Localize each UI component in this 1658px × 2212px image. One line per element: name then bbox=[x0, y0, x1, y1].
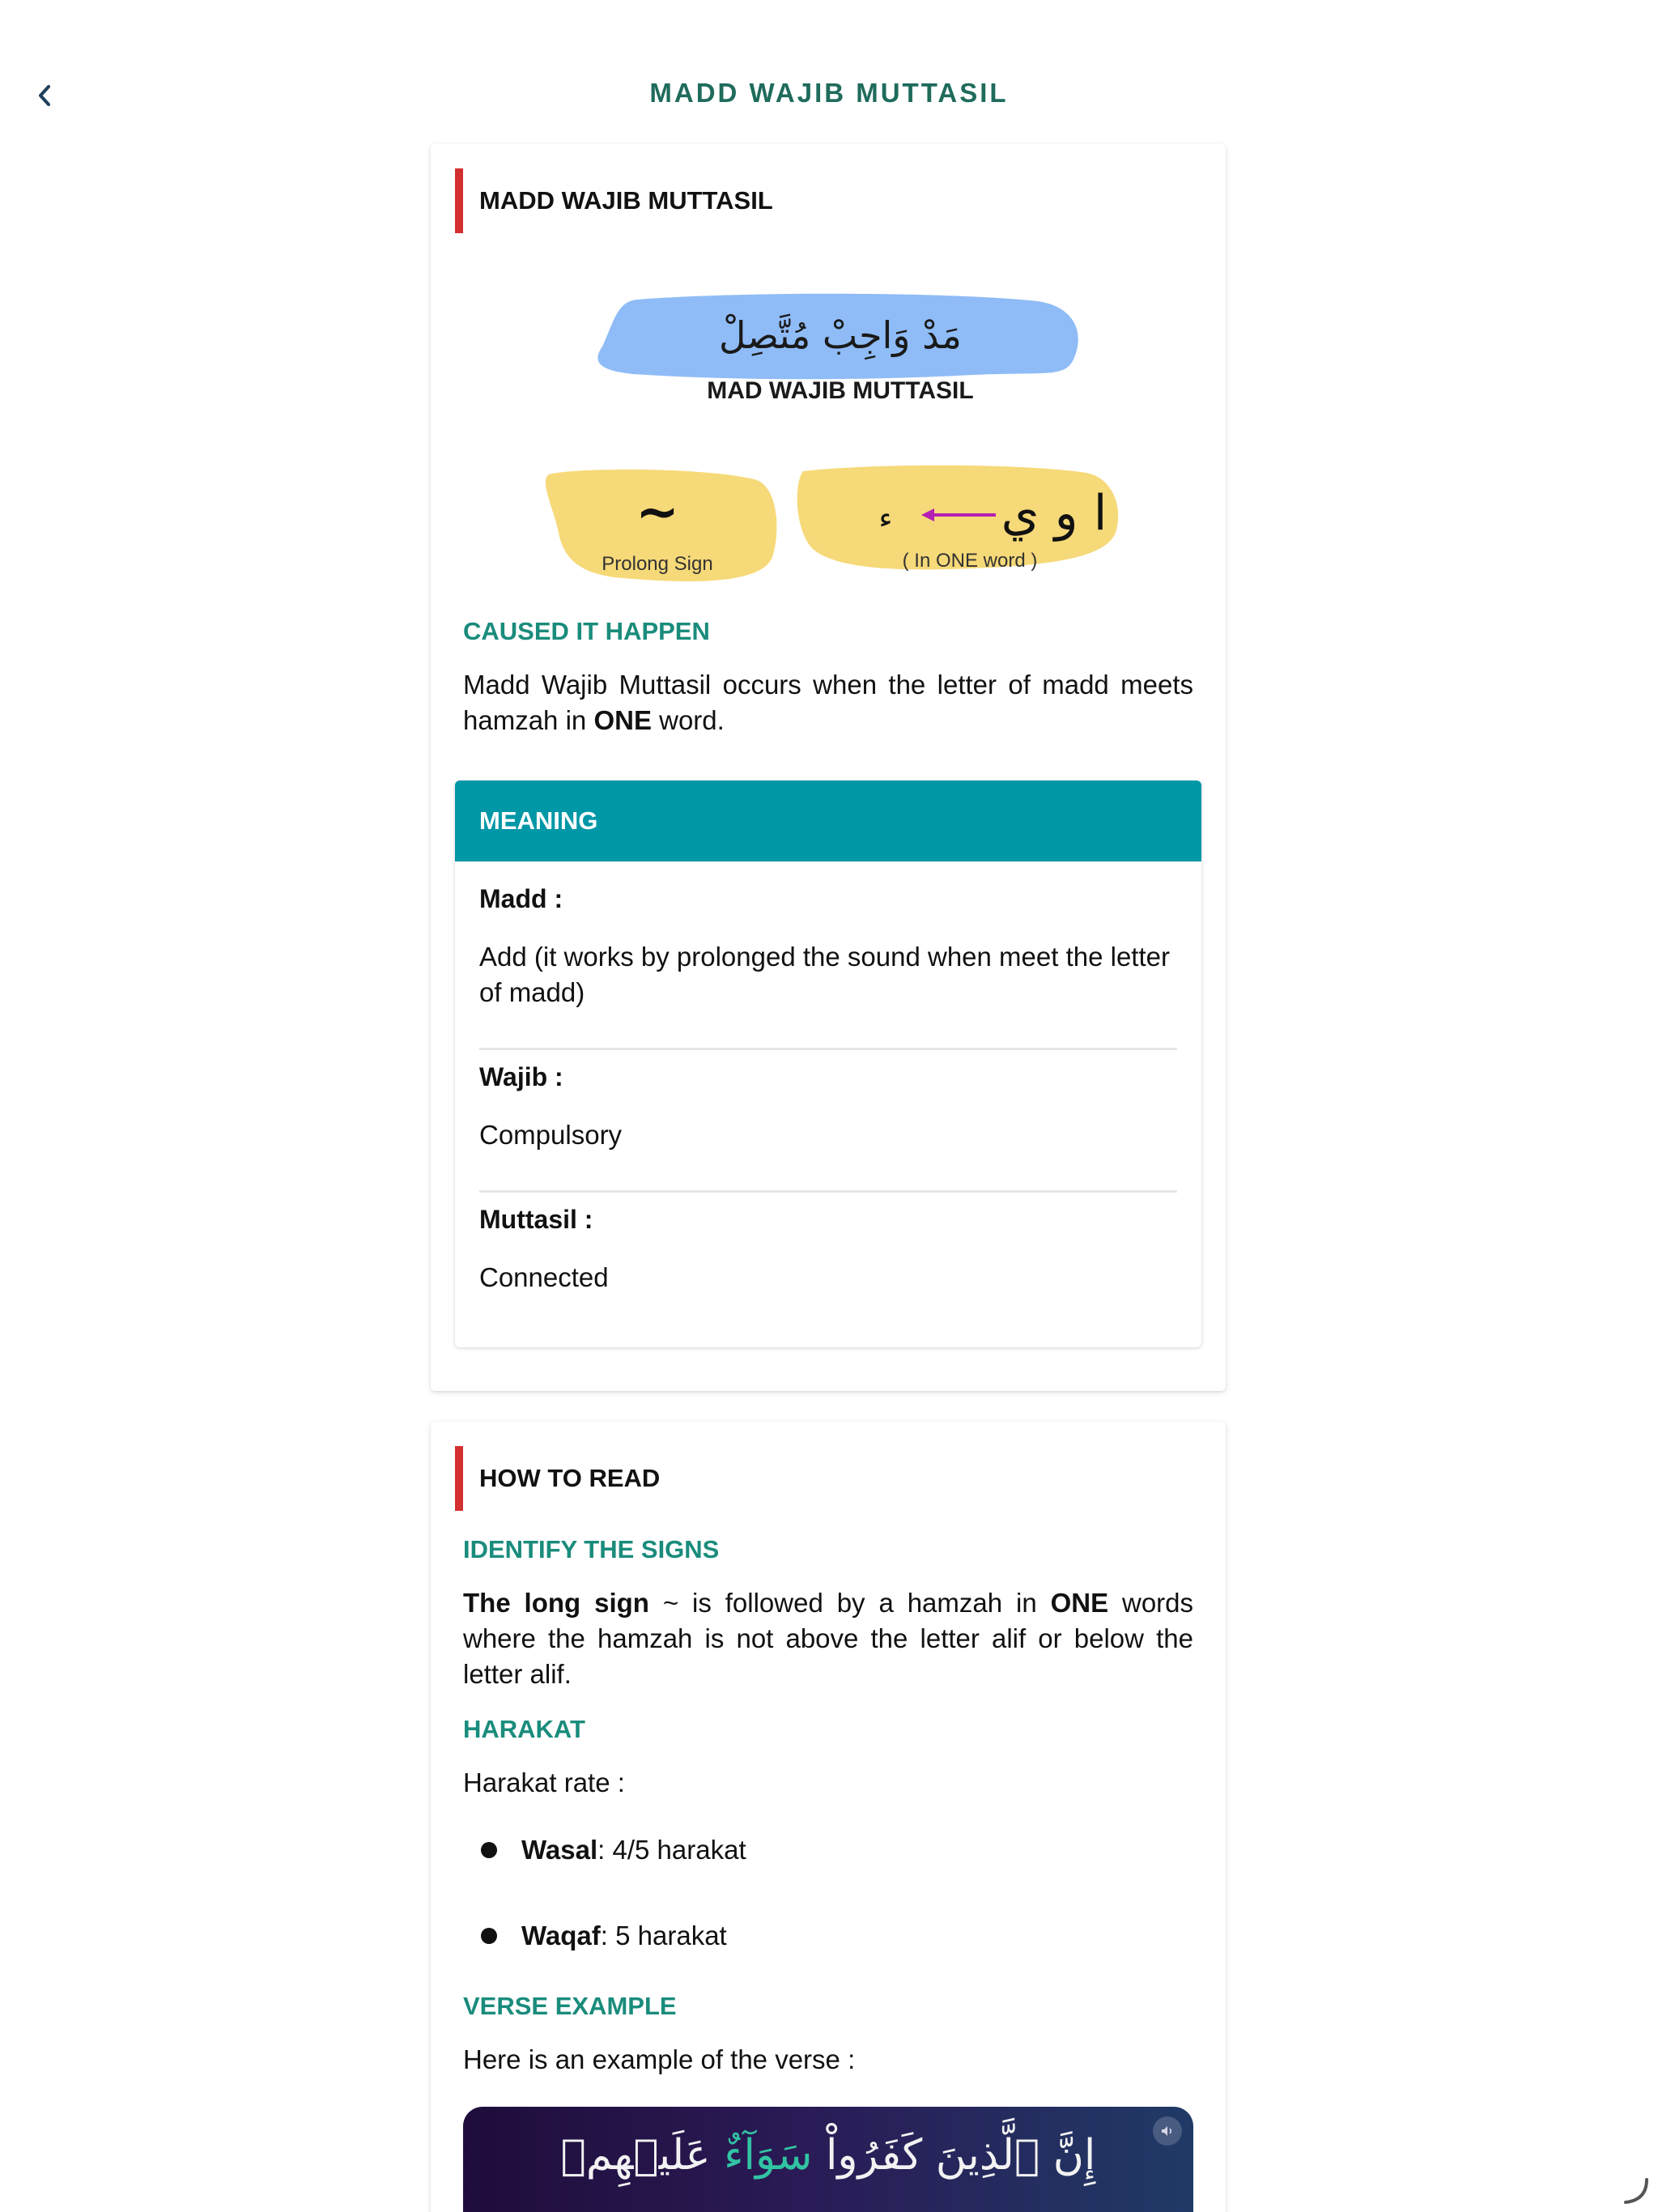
illustration-english-title: MAD WAJIB MUTTASIL bbox=[707, 377, 974, 404]
verse-heading: VERSE EXAMPLE bbox=[463, 1992, 677, 2020]
identify-bold-mid: ONE bbox=[1050, 1588, 1109, 1618]
verse-part: عَلَيۡهِمۡ bbox=[560, 2131, 725, 2180]
list-item bbox=[481, 1835, 746, 1865]
meaning-term: Muttasil : bbox=[479, 1205, 593, 1234]
verse-intro: Here is an example of the verse : bbox=[463, 2044, 856, 2074]
how-to-read-card bbox=[431, 1422, 1226, 2212]
speaker-icon bbox=[1159, 2123, 1175, 2139]
caused-heading: CAUSED IT HAPPEN bbox=[463, 617, 710, 645]
verse-part: إِنَّ ٱلَّذِينَ كَفَرُواْ bbox=[812, 2131, 1096, 2180]
harakat-label: Waqaf bbox=[521, 1921, 601, 1950]
madd-illustration bbox=[536, 290, 1119, 581]
divider bbox=[479, 1048, 1177, 1050]
identify-bold-lead: The long sign bbox=[463, 1588, 649, 1618]
illustration-arabic-title: مَدْ وَاجِبْ مُتَّصِلْ bbox=[719, 313, 962, 357]
divider bbox=[479, 1190, 1177, 1193]
meaning-definition: Compulsory bbox=[479, 1120, 623, 1150]
meaning-panel bbox=[455, 781, 1201, 1347]
harakat-heading: HARAKAT bbox=[463, 1715, 585, 1743]
caused-text-bold: ONE bbox=[593, 705, 652, 735]
bullet-dot bbox=[481, 1928, 497, 1944]
one-word-label: ( In ONE word ) bbox=[902, 550, 1038, 572]
section-accent-bar bbox=[455, 1446, 463, 1511]
identify-text-mid: is followed by a hamzah in bbox=[678, 1588, 1051, 1618]
section-title: MADD WAJIB MUTTASIL bbox=[479, 186, 773, 215]
meaning-term: Madd : bbox=[479, 884, 563, 913]
harakat-label: Wasal bbox=[521, 1835, 598, 1865]
prolong-sign-label: Prolong Sign bbox=[602, 553, 713, 575]
meaning-term: Wajib : bbox=[479, 1062, 563, 1091]
caused-text-end: word. bbox=[651, 705, 725, 735]
list-item bbox=[481, 1921, 727, 1951]
verse-highlight: سَوَآءٌ bbox=[724, 2131, 813, 2180]
identify-text bbox=[463, 1585, 1193, 1692]
prolong-sign-glyph: ~ bbox=[636, 483, 679, 542]
page-title: MADD WAJIB MUTTASIL bbox=[649, 78, 1009, 108]
meaning-heading: MEANING bbox=[455, 781, 1201, 861]
app-header bbox=[0, 0, 1658, 138]
harakat-value: : 4/5 harakat bbox=[597, 1835, 746, 1865]
info-card bbox=[431, 144, 1226, 1391]
caused-text bbox=[463, 667, 1193, 738]
section-heading bbox=[455, 168, 773, 233]
identify-text-end: words where the hamzah is not above the letter alif or below the letter alif. bbox=[463, 1588, 1194, 1689]
section-heading bbox=[455, 1446, 660, 1511]
section-title: HOW TO READ bbox=[479, 1464, 661, 1492]
harakat-intro: Harakat rate : bbox=[463, 1767, 625, 1797]
section-accent-bar bbox=[455, 168, 463, 233]
madd-letters: ا و ي bbox=[1001, 485, 1107, 542]
caused-text-part: Madd Wajib Muttasil occurs when the letter of madd meets hamzah in bbox=[463, 670, 1193, 735]
loading-spinner-icon bbox=[1619, 2175, 1652, 2207]
hamzah-glyph: ء bbox=[878, 502, 893, 535]
verse-arabic-text bbox=[463, 2131, 1193, 2180]
meaning-definition: Add (it works by prolonged the sound when meet the letter of madd) bbox=[479, 942, 1170, 1007]
audio-play-button[interactable] bbox=[1153, 2116, 1182, 2146]
harakat-value: : 5 harakat bbox=[600, 1921, 727, 1950]
verse-example-card bbox=[463, 2107, 1193, 2212]
meaning-definition: Connected bbox=[479, 1262, 609, 1292]
long-sign-glyph: ~ bbox=[662, 1588, 679, 1618]
identify-heading: IDENTIFY THE SIGNS bbox=[463, 1535, 720, 1563]
bullet-dot bbox=[481, 1842, 497, 1858]
